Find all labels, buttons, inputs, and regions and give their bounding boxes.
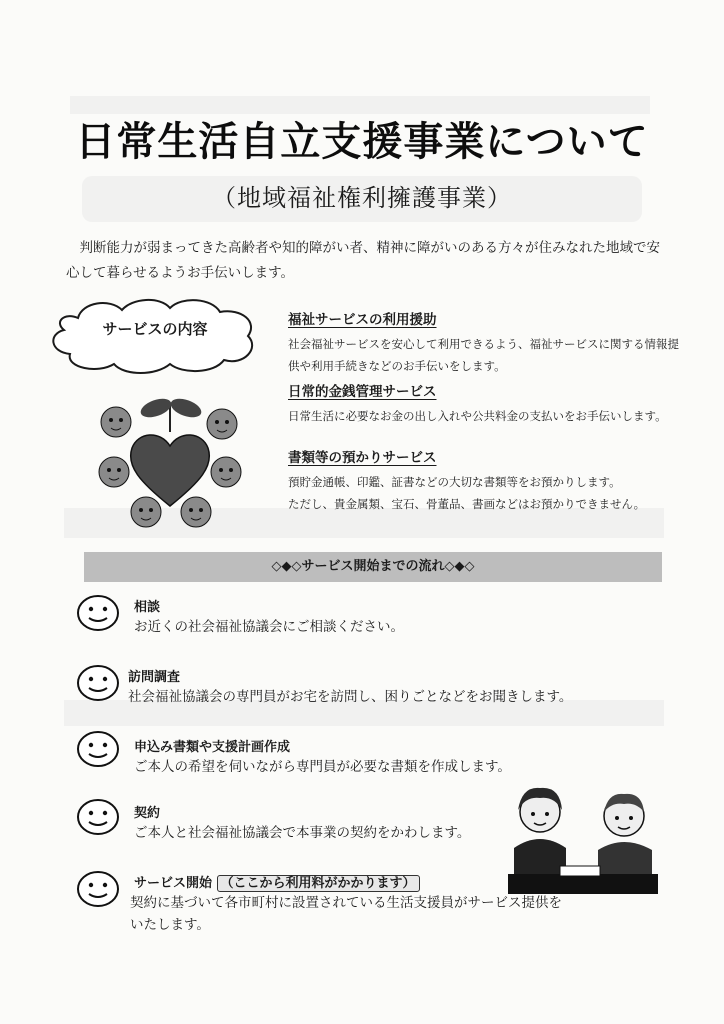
child-face	[211, 457, 241, 487]
document	[560, 866, 600, 876]
flow-step-desc: 社会福祉協議会の専門員がお宅を訪問し、困りごとなどをお聞きします。	[128, 689, 573, 705]
heart-children-illustration	[96, 398, 252, 532]
flow-step-desc-line: 契約に基づいて各市町村に設置されている生活支援員がサービス提供を	[130, 895, 562, 911]
fee-note: （ここから利用料がかかります）	[217, 875, 420, 892]
smiley-icon	[76, 664, 120, 702]
service-desc-line: ただし、貴金属類、宝石、骨董品、書画などはお預かりできません。	[288, 497, 646, 511]
service-desc: 日常生活に必要なお金の出し入れや公共料金の支払いをお手伝いします。	[288, 409, 667, 423]
flow-step-title: 申込み書類や支援計画作成	[134, 740, 291, 755]
service-item	[288, 380, 688, 427]
flow-step-title	[134, 872, 420, 891]
flow-step-desc: ご本人と社会福祉協議会で本事業の契約をかわします。	[134, 825, 471, 841]
service-item	[288, 308, 688, 377]
flow-step-title: 訪問調査	[128, 670, 181, 685]
leaf-right	[168, 398, 204, 421]
flow-step-desc-line: いたします。	[130, 917, 210, 933]
service-title: 日常的金銭管理サービス	[288, 384, 437, 400]
child-face	[131, 497, 161, 527]
child-face	[101, 407, 131, 437]
intro-paragraph: 判断能力が弱まってきた高齢者や知的障がい者、精神に障がいのある方々が住みなれた地域で安心して暮らせるようお手伝いします。	[66, 240, 660, 281]
smiley-icon	[76, 594, 120, 632]
smiley-icon	[76, 870, 120, 908]
service-title: 書類等の預かりサービス	[288, 450, 437, 466]
child-face	[99, 457, 129, 487]
service-item	[288, 446, 688, 515]
service-desc-line: 預貯金通帳、印鑑、証書などの大切な書類等をお預かりします。	[288, 475, 621, 489]
flow-step-title: 相談	[134, 600, 161, 615]
service-desc: 社会福祉サービスを安心して利用できるよう、福祉サービスに関する情報提供や利用手続きなどのお手伝いをします。	[288, 337, 679, 373]
flow-step-title: 契約	[134, 806, 161, 821]
smiley-icon	[76, 798, 120, 836]
smiley-icon	[76, 730, 120, 768]
leaf-left	[138, 398, 174, 421]
flow-step-desc: お近くの社会福祉協議会にご相談ください。	[134, 619, 404, 635]
child-face	[207, 409, 237, 439]
service-title: 福祉サービスの利用援助	[288, 312, 437, 328]
table	[508, 874, 658, 894]
page-subtitle: （地域福祉権利擁護事業）	[212, 184, 512, 212]
flow-banner: ◇◆◇サービス開始までの流れ◇◆◇	[84, 552, 662, 582]
child-face	[181, 497, 211, 527]
consultation-illustration	[504, 778, 660, 896]
flow-step-desc: ご本人の希望を伺いながら専門員が必要な書類を作成します。	[134, 759, 511, 775]
flow-step-title-text: サービス開始	[134, 876, 213, 891]
services-cloud-label: サービスの内容	[102, 320, 208, 338]
page-title: 日常生活自立支援事業について	[75, 119, 649, 165]
heart-icon	[131, 435, 210, 506]
